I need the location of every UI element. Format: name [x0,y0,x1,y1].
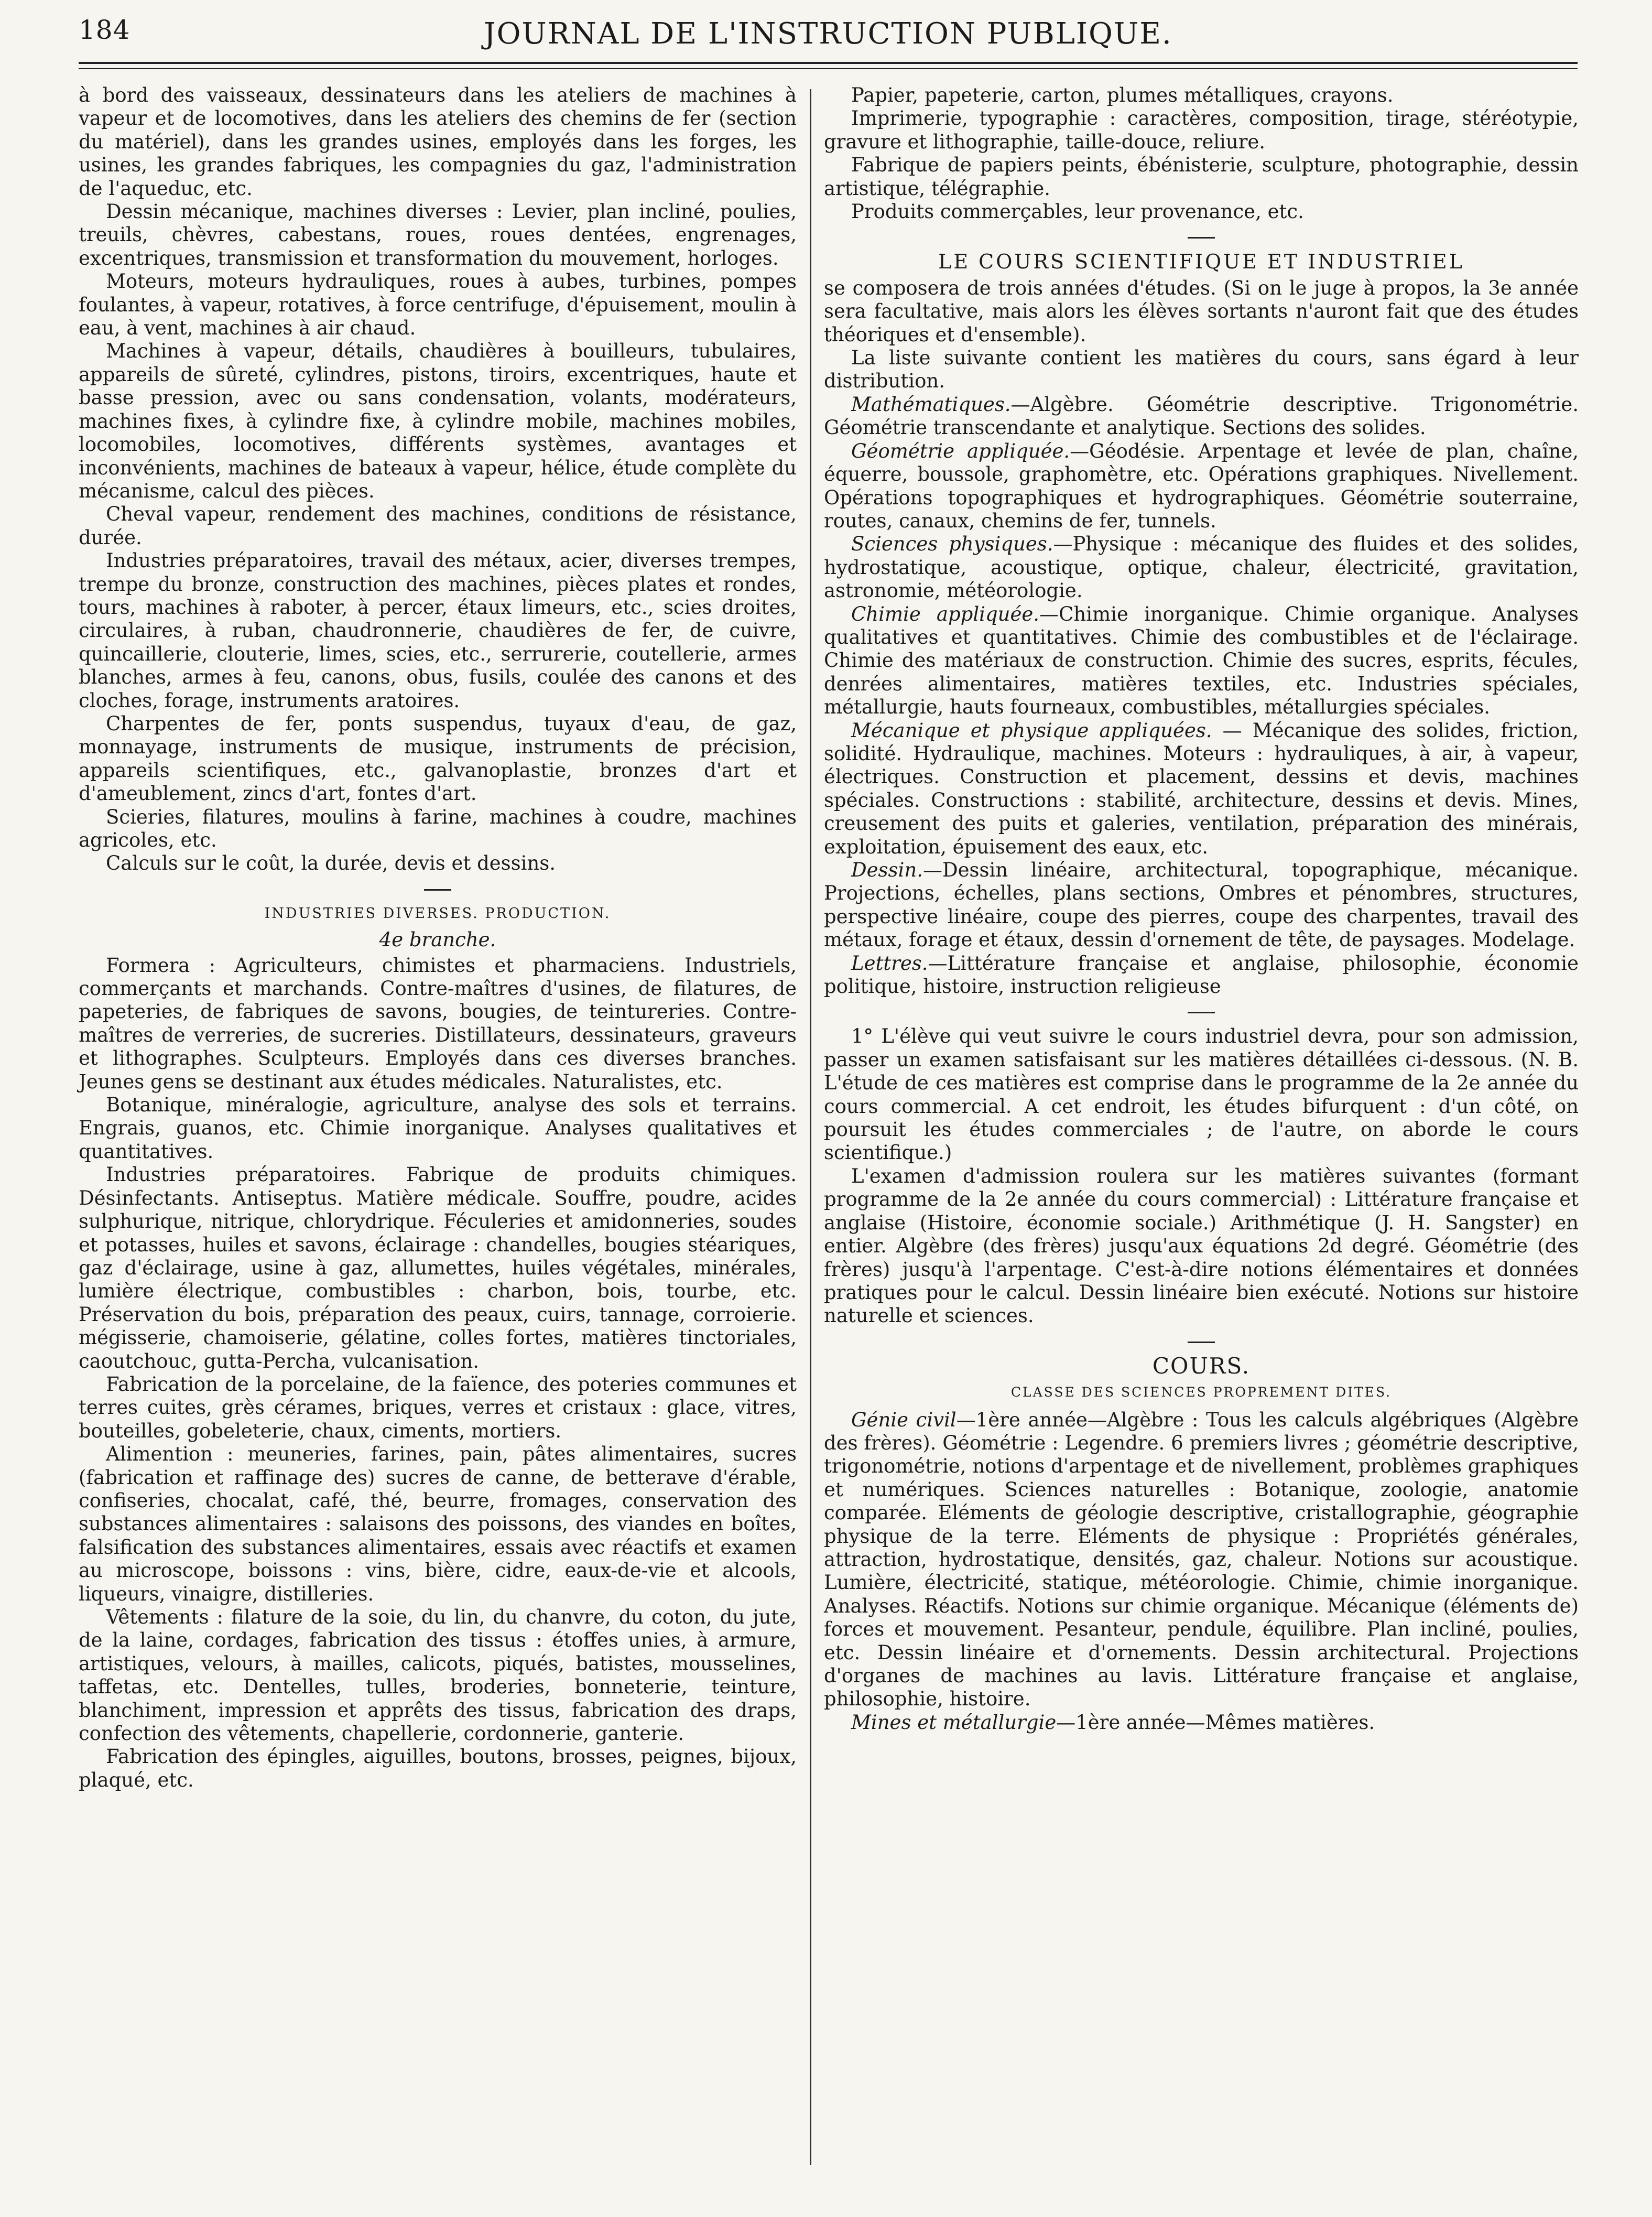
journal-title: JOURNAL DE L'INSTRUCTION PUBLIQUE. [484,17,1172,51]
subject-label: Chimie appliquée. [851,602,1040,625]
mines-metallurgie [824,1711,1579,1734]
subject-text: —1ère année—Algèbre : Tous les calculs algébriques (Algèbre des frères). Géométrie : Legendre. 6 premiers livres ; géométrie descriptive, trigonométrie, notions d'arpentage et de nivellement, problèmes graphiques et numériques. Sciences naturelles : Botanique, zoologie, anatomie comparée. Eléments de géologie descriptive, cristallographie, géographie physique de la terre. Eléments de physique : Propriétés générales, attraction, hydrostatique, densités, gaz, chaleur. Notions sur acoustique. Lumière, électricité, statique, météorologie. Chimie, chimie inorganique. Analyses. Réactifs. Notions sur chimie organique. Mécanique (éléments de) forces et mouvement. Pesanteur, pendule, équilibre. Plan incliné, poulies, etc. Dessin linéaire et d'ornements. Dessin architectural. Projections d'organes de machines au lavis. Littérature française et anglaise, philosophie, histoire. [824,1408,1579,1711]
subject-geometrie [824,440,1579,533]
subject-text: —Littérature française et anglaise, philosophie, économie politique, histoire, instruction religieuse [824,951,1579,998]
paragraph: Formera : Agriculteurs, chimistes et pharmaciens. Industriels, commerçants et marchands. Contre-maîtres d'usines, de filatures, de papeteries, de fabriques de savons, bougies, de teintureries. Contre-maîtres de verreries, de sucreries. Distillateurs, dessinateurs, graveurs et lithographes. Sculpteurs. Employés dans ces diverses branches. Jeunes gens se destinant aux études médicales. Naturalistes, etc. [79,954,797,1093]
paragraph: Vêtements : filature de la soie, du lin, du chanvre, du coton, du jute, de la laine, cordages, fabrication des tissus : étoffes unies, à armure, artistiques, velours, à mailles, calicots, piqués, batistes, mousselines, taffetas, etc. Dentelles, tulles, broderies, bonneterie, teinture, blanchiment, impression et apprêts des tissus, fabrication des draps, confection des vêtements, chapellerie, cordonnerie, ganterie. [79,1606,797,1745]
paragraph: 1° L'élève qui veut suivre le cours industriel devra, pour son admission, passer un examen satisfaisant sur les matières détaillées ci-dessous. (N. B. L'étude de ces matières est comprise dans le programme de la 2e année du cours commercial. A cet endroit, les études bifurquent : d'un côté, on poursuit les études commerciales ; de l'autre, on aborde le cours scientifique.) [824,1025,1579,1164]
section-dash [1188,237,1215,239]
subject-text: —1ère année—Mêmes matières. [1056,1711,1375,1734]
paragraph: Fabrique de papiers peints, ébénisterie, sculpture, photographie, dessin artistique, télégraphie. [824,154,1579,200]
paragraph: Charpentes de fer, ponts suspendus, tuyaux d'eau, de gaz, monnayage, instruments de musique, instruments de précision, appareils scientifiques, etc., galvanoplastie, bronzes d'art et d'ameublement, zincs d'art, fontes d'art. [79,712,797,805]
page-header [79,15,1578,62]
subject-label: Mines et métallurgie [851,1711,1057,1734]
section-dash [1188,1012,1215,1013]
paragraph: à bord des vaisseaux, dessinateurs dans les ateliers de machines à vapeur et de locomotives, dans les ateliers des chemins de fer (section du matériel), dans les grandes usines, employés dans les forges, les usines, les grandes fabriques, les compagnies du gaz, l'administration de l'aqueduc, etc. [79,84,797,200]
paragraph: Fabrication des épingles, aiguilles, boutons, brosses, peignes, bijoux, plaqué, etc. [79,1745,797,1791]
section-heading: INDUSTRIES DIVERSES. PRODUCTION. [264,905,611,922]
paragraph: Cheval vapeur, rendement des machines, conditions de résistance, durée. [79,503,797,549]
paragraph: Moteurs, moteurs hydrauliques, roues à aubes, turbines, pompes foulantes, à vapeur, rotatives, à force centrifuge, d'épuisement, moulin à eau, à vent, machines à air chaud. [79,270,797,340]
section-dash [1188,1342,1215,1343]
subject-dessin [824,859,1579,952]
genie-civil [824,1409,1579,1711]
paragraph: Botanique, minéralogie, agriculture, analyse des sols et terrains. Engrais, guanos, etc. Chimie inorganique. Analyses qualitatives et quantitatives. [79,1094,797,1163]
subject-label: Géométrie appliquée. [851,439,1070,462]
paragraph: Scieries, filatures, moulins à farine, machines à coudre, machines agricoles, etc. [79,805,797,851]
cours-subheading: CLASSE DES SCIENCES PROPREMENT DITES. [1010,1385,1392,1400]
right-column [824,84,1579,1734]
subject-text: — Mécanique des solides, friction, solidité. Hydraulique, machines. Moteurs : hydrauliques, à air, à vapeur, électriques. Construction et placement, dessins et devis, machines spéciales. Constructions : stabilité, architecture, dessins et devis. Mines, creusement des puits et galeries, ventilation, préparation des minérais, exploitation, épuisement des eaux, etc. [824,719,1579,858]
paragraph: Industries préparatoires. Fabrique de produits chimiques. Désinfectants. Antiseptus. Matière médicale. Souffre, poudre, acides sulphurique, nitrique, chlorydrique. Féculeries et amidonneries, soudes et potasses, huiles et savons, éclairage : chandelles, bougies stéariques, gaz d'éclairage, usine à gaz, allumettes, huiles végétales, minérales, lumière électrique, combustibles : charbon, bois, tourbe, etc. Préservation du bois, préparation des peaux, cuirs, tannage, corroierie. mégisserie, chamoiserie, gélatine, colles fortes, matières tinctoriales, caoutchouc, gutta-Percha, vulcanisation. [79,1163,797,1372]
subject-label: Mécanique et physique appliquées. [851,719,1212,742]
paragraph: Machines à vapeur, détails, chaudières à bouilleurs, tubulaires, appareils de sûreté, cylindres, pistons, tiroirs, excentriques, haute et basse pression, avec ou sans condensation, volants, modérateurs, machines fixes, à cylindre fixe, à cylindre mobile, machines mobiles, locomobiles, locomotives, différents systèmes, avantages et inconvénients, machines de bateaux à vapeur, hélice, étude complète du mécanisme, calcul des pièces. [79,340,797,502]
paragraph: Calculs sur le coût, la durée, devis et dessins. [106,852,556,875]
subject-mathematiques [824,393,1579,440]
section-heading: LE COURS SCIENTIFIQUE ET INDUSTRIEL [938,250,1464,274]
page-number: 184 [79,15,131,45]
branch-title: 4e branche. [379,928,496,951]
left-column [79,84,797,1792]
subject-label: Mathématiques. [851,393,1011,416]
subject-label: Lettres. [851,951,928,975]
subject-lettres [824,952,1579,999]
subject-label: Dessin. [851,859,923,881]
paragraph: se composera de trois années d'études. (Si on le juge à propos, la 3e année sera facultative, mais alors les élèves sortants n'auront fait que des études théoriques et d'ensemble). [824,276,1579,346]
header-rule-thick [79,62,1578,64]
header-rule-thin [79,68,1578,69]
cours-heading: COURS. [1152,1353,1251,1379]
section-dash [424,889,451,891]
paragraph: Fabrication de la porcelaine, de la faïence, des poteries communes et terres cuites, grès cérames, briques, verres et cristaux : glace, vitres, bouteilles, gobeleterie, chaux, ciments, mortiers. [79,1372,797,1442]
subject-text: —Physique : mécanique des fluides et des solides, hydrostatique, acoustique, optique, chaleur, électricité, gravitation, astronomie, météorologie. [824,533,1579,602]
paragraph: Papier, papeterie, carton, plumes métalliques, crayons. [851,84,1394,106]
subject-chimie [824,603,1579,719]
subject-text: —Dessin linéaire, architectural, topographique, mécanique. Projections, échelles, plans sections, Ombres et pénombres, structures, perspective linéaire, coupe des pierres, coupe des charpentes, travail des métaux, forage et étaux, dessin d'ornement de tête, de paysages. Modelage. [824,859,1579,951]
subject-text: —Chimie inorganique. Chimie organique. Analyses qualitatives et quantitatives. Chimie des combustibles et de l'éclairage. Chimie des matériaux de construction. Chimie des sucres, esprits, fécules, denrées alimentaires, matières textiles, etc. Industries spéciales, métallurgie, hauts fourneaux, combustibles, métallurgies spéciales. [824,602,1579,719]
paragraph: Dessin mécanique, machines diverses : Levier, plan incliné, poulies, treuils, chèvres, cabestans, roues, roues dentées, engrenages, excentriques, transmission et transformation du mouvement, horloges. [79,200,797,269]
paragraph: La liste suivante contient les matières du cours, sans égard à leur distribution. [824,347,1579,393]
paragraph: Industries préparatoires, travail des métaux, acier, diverses trempes, trempe du bronze, construction des machines, pièces plates et rondes, tours, machines à raboter, à percer, étaux limeurs, etc., scies droites, circulaires, à ruban, chaudronnerie, chaudières de fer, de cuivre, quincaillerie, clouterie, limes, scies, etc., serrurerie, coutellerie, armes blanches, armes à feu, canons, obus, fusils, coulée des canons et des cloches, forage, instruments aratoires. [79,549,797,712]
subject-sciences-physiques [824,533,1579,602]
paragraph: Alimention : meuneries, farines, pain, pâtes alimentaires, sucres (fabrication et raffinage des) sucres de canne, de betterave d'érable, confiseries, chocalat, café, thé, beurre, fromages, conservation des substances alimentaires : salaisons des poissons, des viandes en boîtes, falsification des substances alimentaires, essais avec réactifs et examen au microscope, boissons : vins, bière, cidre, eaux-de-vie et alcools, liqueurs, vinaigre, distilleries. [79,1443,797,1605]
paragraph: Produits commerçables, leur provenance, etc. [851,200,1304,223]
column-divider [810,89,811,2165]
subject-text: —Géodésie. Arpentage et levée de plan, chaîne, équerre, boussole, graphomètre, etc. Opérations graphiques. Nivellement. Opérations topographiques et hydrographiques. Géométrie souterraine, routes, canaux, chemins de fer, tunnels. [824,439,1579,532]
paragraph: Imprimerie, typographie : caractères, composition, tirage, stéréotypie, gravure et lithographie, taille-douce, reliure. [824,107,1579,153]
subject-mecanique [824,719,1579,859]
subject-label: Génie civil [851,1408,957,1431]
subject-text: —Algèbre. Géométrie descriptive. Trigonométrie. Géométrie transcendante et analytique. Sections des solides. [824,393,1579,439]
subject-label: Sciences physiques. [851,533,1053,556]
paragraph: L'examen d'admission roulera sur les matières suivantes (formant programme de la 2e année du cours commercial) : Littérature française et anglaise (Histoire, économie sociale.) Arithmétique (J. H. Sangster) en entier. Algèbre (des frères) jusqu'aux équations 2d degré. Géométrie (des frères) jusqu'à l'arpentage. C'est-à-dire notions élémentaires et données pratiques pour le calcul. Dessin linéaire bien exécuté. Notions sur histoire naturelle et sciences. [824,1164,1579,1327]
